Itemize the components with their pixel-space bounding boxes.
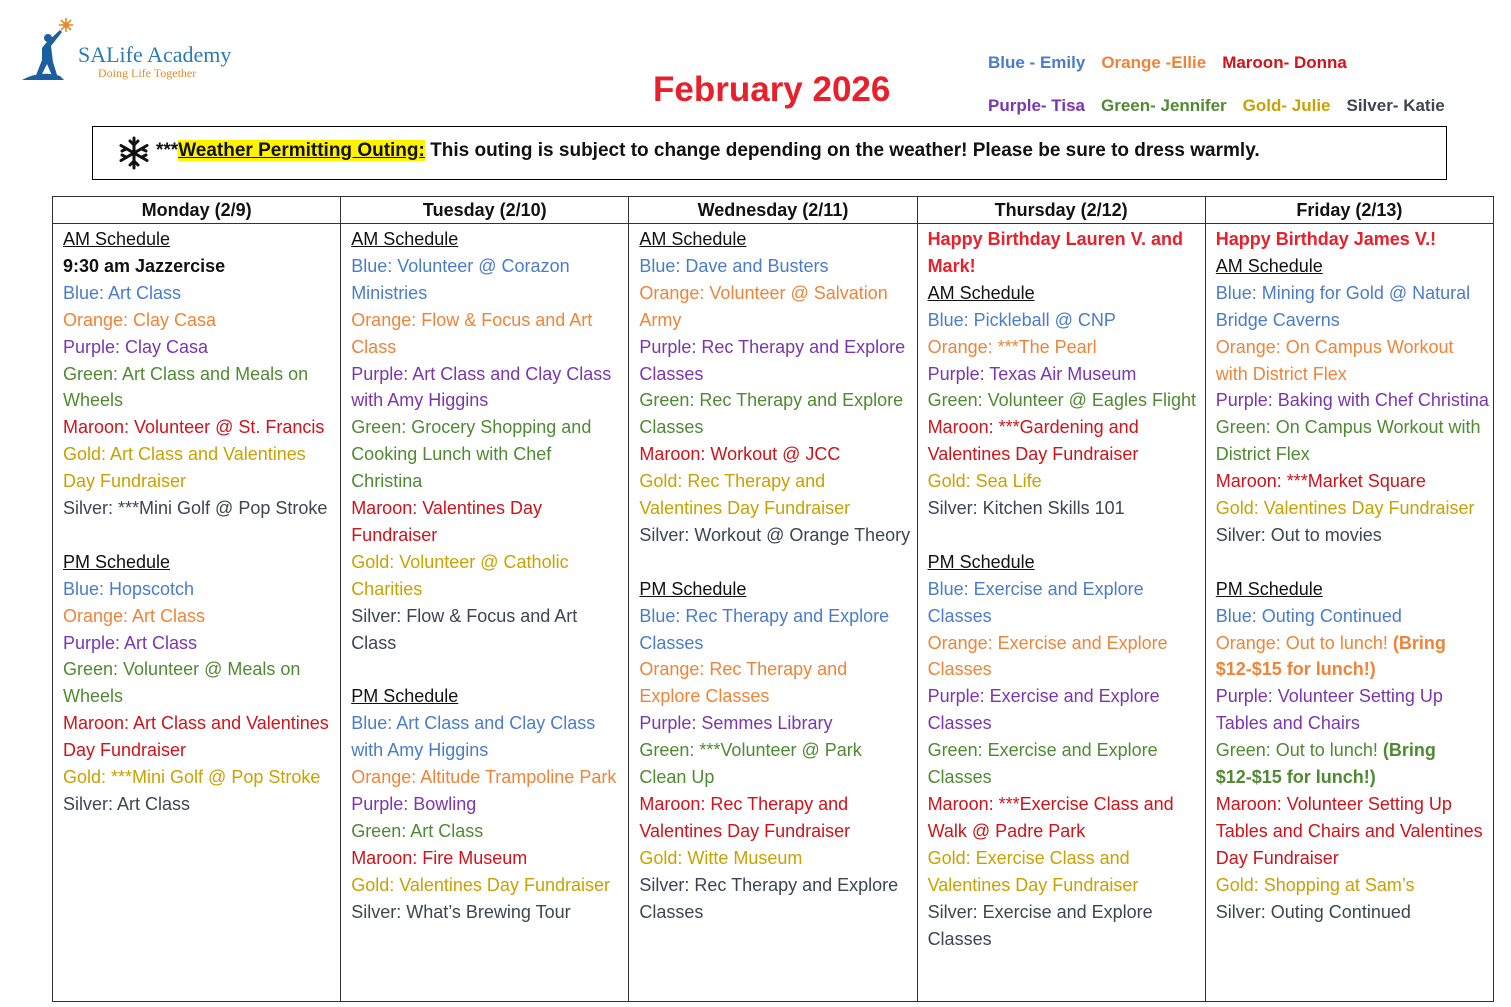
activity-silver: Silver: Outing Continued — [1215, 901, 1411, 922]
event-line: 9:30 am Jazzercise — [63, 255, 226, 276]
activity-maroon: Maroon: ***Gardening and Valentines Day Fundraiser — [927, 417, 1139, 465]
day-cell — [629, 224, 917, 1002]
activity-orange: Orange: On Campus Workout with District Flex — [1215, 336, 1454, 384]
table-row — [53, 224, 1494, 1002]
activity-gold: Gold: Witte Museum — [639, 847, 803, 868]
activity-gold: Gold: Shopping at Sam’s — [1215, 874, 1415, 895]
day-cell — [341, 224, 629, 1002]
activity-gold: Gold: Rec Therapy and Valentines Day Fundraiser — [639, 471, 851, 519]
activity-green: Green: Art Class — [351, 820, 484, 841]
activity-green: Green: Rec Therapy and Explore Classes — [639, 390, 904, 438]
schedule-heading: PM Schedule — [1215, 578, 1323, 599]
activity-purple: Purple: Bowling — [351, 794, 477, 815]
day-cell — [53, 224, 341, 1002]
logo-figure-icon — [20, 16, 80, 82]
activity-green: Green: Volunteer @ Meals on Wheels — [63, 659, 301, 707]
activity-silver: Silver: What’s Brewing Tour — [351, 901, 571, 922]
spacer — [928, 522, 1201, 549]
notice-prefix: *** — [156, 140, 179, 161]
activity-blue: Blue: Art Class and Clay Class with Amy Higgins — [351, 713, 596, 761]
legend-item: Maroon- Donna — [1222, 53, 1347, 72]
snowflake-icon — [117, 136, 151, 170]
activity-silver: Silver: Kitchen Skills 101 — [927, 498, 1125, 519]
activity-green: Green: On Campus Workout with District Flex — [1215, 417, 1481, 465]
activity-silver: Silver: Exercise and Explore Classes — [927, 901, 1153, 949]
legend-item: Green- Jennifer — [1101, 96, 1227, 115]
schedule-heading: PM Schedule — [639, 578, 747, 599]
logo-tagline: Doing Life Together — [98, 66, 197, 80]
activity-gold: Gold: Exercise Class and Valentines Day Fundraiser — [927, 847, 1139, 895]
day-header: Wednesday (2/11) — [629, 197, 917, 224]
activity-silver: Silver: Out to movies — [1215, 524, 1382, 545]
weekly-schedule-table — [52, 196, 1494, 1002]
activity-maroon: Maroon: ***Market Square — [1215, 471, 1426, 492]
spacer — [1216, 549, 1489, 576]
activity-blue: Blue: Volunteer @ Corazon Ministries — [351, 255, 570, 303]
spacer — [351, 657, 624, 684]
activity-maroon: Maroon: Fire Museum — [351, 847, 528, 868]
legend-item: Blue - Emily — [988, 53, 1086, 72]
activity-orange: Orange: Art Class — [63, 605, 206, 626]
activity-silver: Silver: Rec Therapy and Explore Classes — [639, 874, 899, 922]
activity-blue: Blue: Pickleball @ CNP — [927, 309, 1116, 330]
day-cell — [917, 224, 1205, 1002]
activity-orange — [1216, 630, 1489, 684]
activity-gold: Gold: ***Mini Golf @ Pop Stroke — [63, 767, 321, 788]
activity-blue: Blue: Rec Therapy and Explore Classes — [639, 605, 890, 653]
schedule-heading: AM Schedule — [639, 229, 747, 249]
legend-item: Gold- Julie — [1242, 96, 1331, 115]
activity-purple: Purple: Art Class — [63, 632, 198, 653]
schedule-heading: PM Schedule — [927, 551, 1035, 572]
activity-purple: Purple: Baking with Chef Christina — [1215, 390, 1489, 411]
activity-blue: Blue: Outing Continued — [1215, 605, 1402, 626]
activity-purple: Purple: Rec Therapy and Explore Classes — [639, 336, 906, 384]
activity-silver: Silver: Art Class — [63, 794, 191, 815]
activity-silver: Silver: Workout @ Orange Theory — [639, 524, 911, 545]
schedule-heading: PM Schedule — [351, 686, 459, 707]
activity-maroon: Maroon: ***Exercise Class and Walk @ Padre Park — [927, 794, 1174, 841]
activity-gold: Gold: Art Class and Valentines Day Fundraiser — [63, 444, 306, 492]
weather-notice — [92, 126, 1447, 180]
activity-green: Green: Volunteer @ Eagles Flight — [927, 390, 1196, 411]
activity-maroon: Maroon: Art Class and Valentines Day Fundraiser — [63, 713, 329, 761]
activity-silver: Silver: ***Mini Golf @ Pop Stroke — [63, 498, 328, 519]
activity-maroon: Maroon: Volunteer @ St. Francis — [63, 417, 325, 438]
activity-purple: Purple: Texas Air Museum — [927, 363, 1137, 384]
activity-gold: Gold: Valentines Day Fundraiser — [351, 874, 610, 895]
schedule-heading: AM Schedule — [927, 282, 1035, 303]
page-title: February 2026 — [653, 70, 891, 109]
activity-text: Green: Out to lunch! — [1215, 740, 1383, 761]
activity-maroon: Maroon: Valentines Day Fundraiser — [351, 498, 542, 545]
activity-gold: Gold: Valentines Day Fundraiser — [1215, 498, 1475, 519]
day-header: Tuesday (2/10) — [341, 197, 629, 224]
activity-orange: Orange: Rec Therapy and Explore Classes — [639, 659, 848, 707]
activity-green: Green: Exercise and Explore Classes — [927, 740, 1158, 788]
activity-note: (Bring $12-$15 for lunch!) — [1215, 632, 1446, 680]
legend-row-2 — [988, 96, 1461, 116]
birthday-note: Happy Birthday James V.! — [1215, 229, 1437, 249]
activity-orange: Orange: ***The Pearl — [927, 336, 1097, 357]
activity-orange: Orange: Exercise and Explore Classes — [927, 632, 1168, 680]
activity-blue: Blue: Hopscotch — [63, 578, 195, 599]
activity-gold: Gold: Sea Life — [927, 471, 1042, 492]
activity-orange: Orange: Volunteer @ Salvation Army — [639, 282, 888, 330]
activity-gold: Gold: Volunteer @ Catholic Charities — [351, 551, 569, 599]
activity-green: Green: ***Volunteer @ Park Clean Up — [639, 740, 862, 788]
spacer — [639, 549, 912, 576]
activity-blue: Blue: Art Class — [63, 282, 182, 303]
notice-highlight: Weather Permitting Outing: — [178, 140, 425, 161]
activity-blue: Blue: Mining for Gold @ Natural Bridge Caverns — [1215, 282, 1471, 330]
activity-note: (Bring $12-$15 for lunch!) — [1215, 740, 1436, 788]
activity-purple: Purple: Art Class and Clay Class with Amy Higgins — [351, 363, 612, 411]
birthday-note: Happy Birthday Lauren V. and Mark! — [927, 229, 1183, 276]
activity-orange: Orange: Clay Casa — [63, 309, 217, 330]
table-header-row — [53, 197, 1494, 224]
activity-purple: Purple: Exercise and Explore Classes — [927, 686, 1160, 734]
spacer — [63, 522, 336, 549]
activity-blue: Blue: Dave and Busters — [639, 255, 829, 276]
logo-name: SALife Academy — [78, 42, 232, 67]
activity-purple: Purple: Clay Casa — [63, 336, 209, 357]
notice-body: This outing is subject to change depending on the weather! Please be sure to dress warmly. — [424, 140, 1260, 161]
schedule-heading: PM Schedule — [63, 551, 171, 572]
legend-item: Purple- Tisa — [988, 96, 1085, 115]
activity-maroon: Maroon: Rec Therapy and Valentines Day Fundraiser — [639, 794, 851, 841]
activity-green — [1216, 737, 1489, 791]
activity-green: Green: Art Class and Meals on Wheels — [63, 363, 309, 411]
schedule-heading: AM Schedule — [351, 229, 459, 249]
activity-purple: Purple: Semmes Library — [639, 713, 833, 734]
activity-silver: Silver: Flow & Focus and Art Class — [351, 605, 578, 653]
day-header: Friday (2/13) — [1205, 197, 1493, 224]
logo — [20, 16, 250, 86]
schedule-heading: AM Schedule — [63, 229, 171, 249]
legend-row-1 — [988, 53, 1363, 73]
activity-text: Orange: Out to lunch! — [1215, 632, 1393, 653]
schedule-heading: AM Schedule — [1215, 255, 1323, 276]
activity-purple: Purple: Volunteer Setting Up Tables and Chairs — [1215, 686, 1443, 734]
activity-maroon: Maroon: Workout @ JCC — [639, 444, 841, 465]
day-header: Monday (2/9) — [53, 197, 341, 224]
activity-maroon: Maroon: Volunteer Setting Up Tables and Chairs and Valentines Day Fundraiser — [1215, 794, 1483, 868]
activity-orange: Orange: Altitude Trampoline Park — [351, 767, 617, 788]
activity-green: Green: Grocery Shopping and Cooking Lunch with Chef Christina — [351, 417, 592, 492]
activity-orange: Orange: Flow & Focus and Art Class — [351, 309, 593, 357]
legend-item: Orange -Ellie — [1101, 53, 1207, 72]
notice-text — [156, 140, 1260, 162]
legend-item: Silver- Katie — [1346, 96, 1445, 115]
activity-blue: Blue: Exercise and Explore Classes — [927, 578, 1144, 626]
day-cell — [1205, 224, 1493, 1002]
day-header: Thursday (2/12) — [917, 197, 1205, 224]
